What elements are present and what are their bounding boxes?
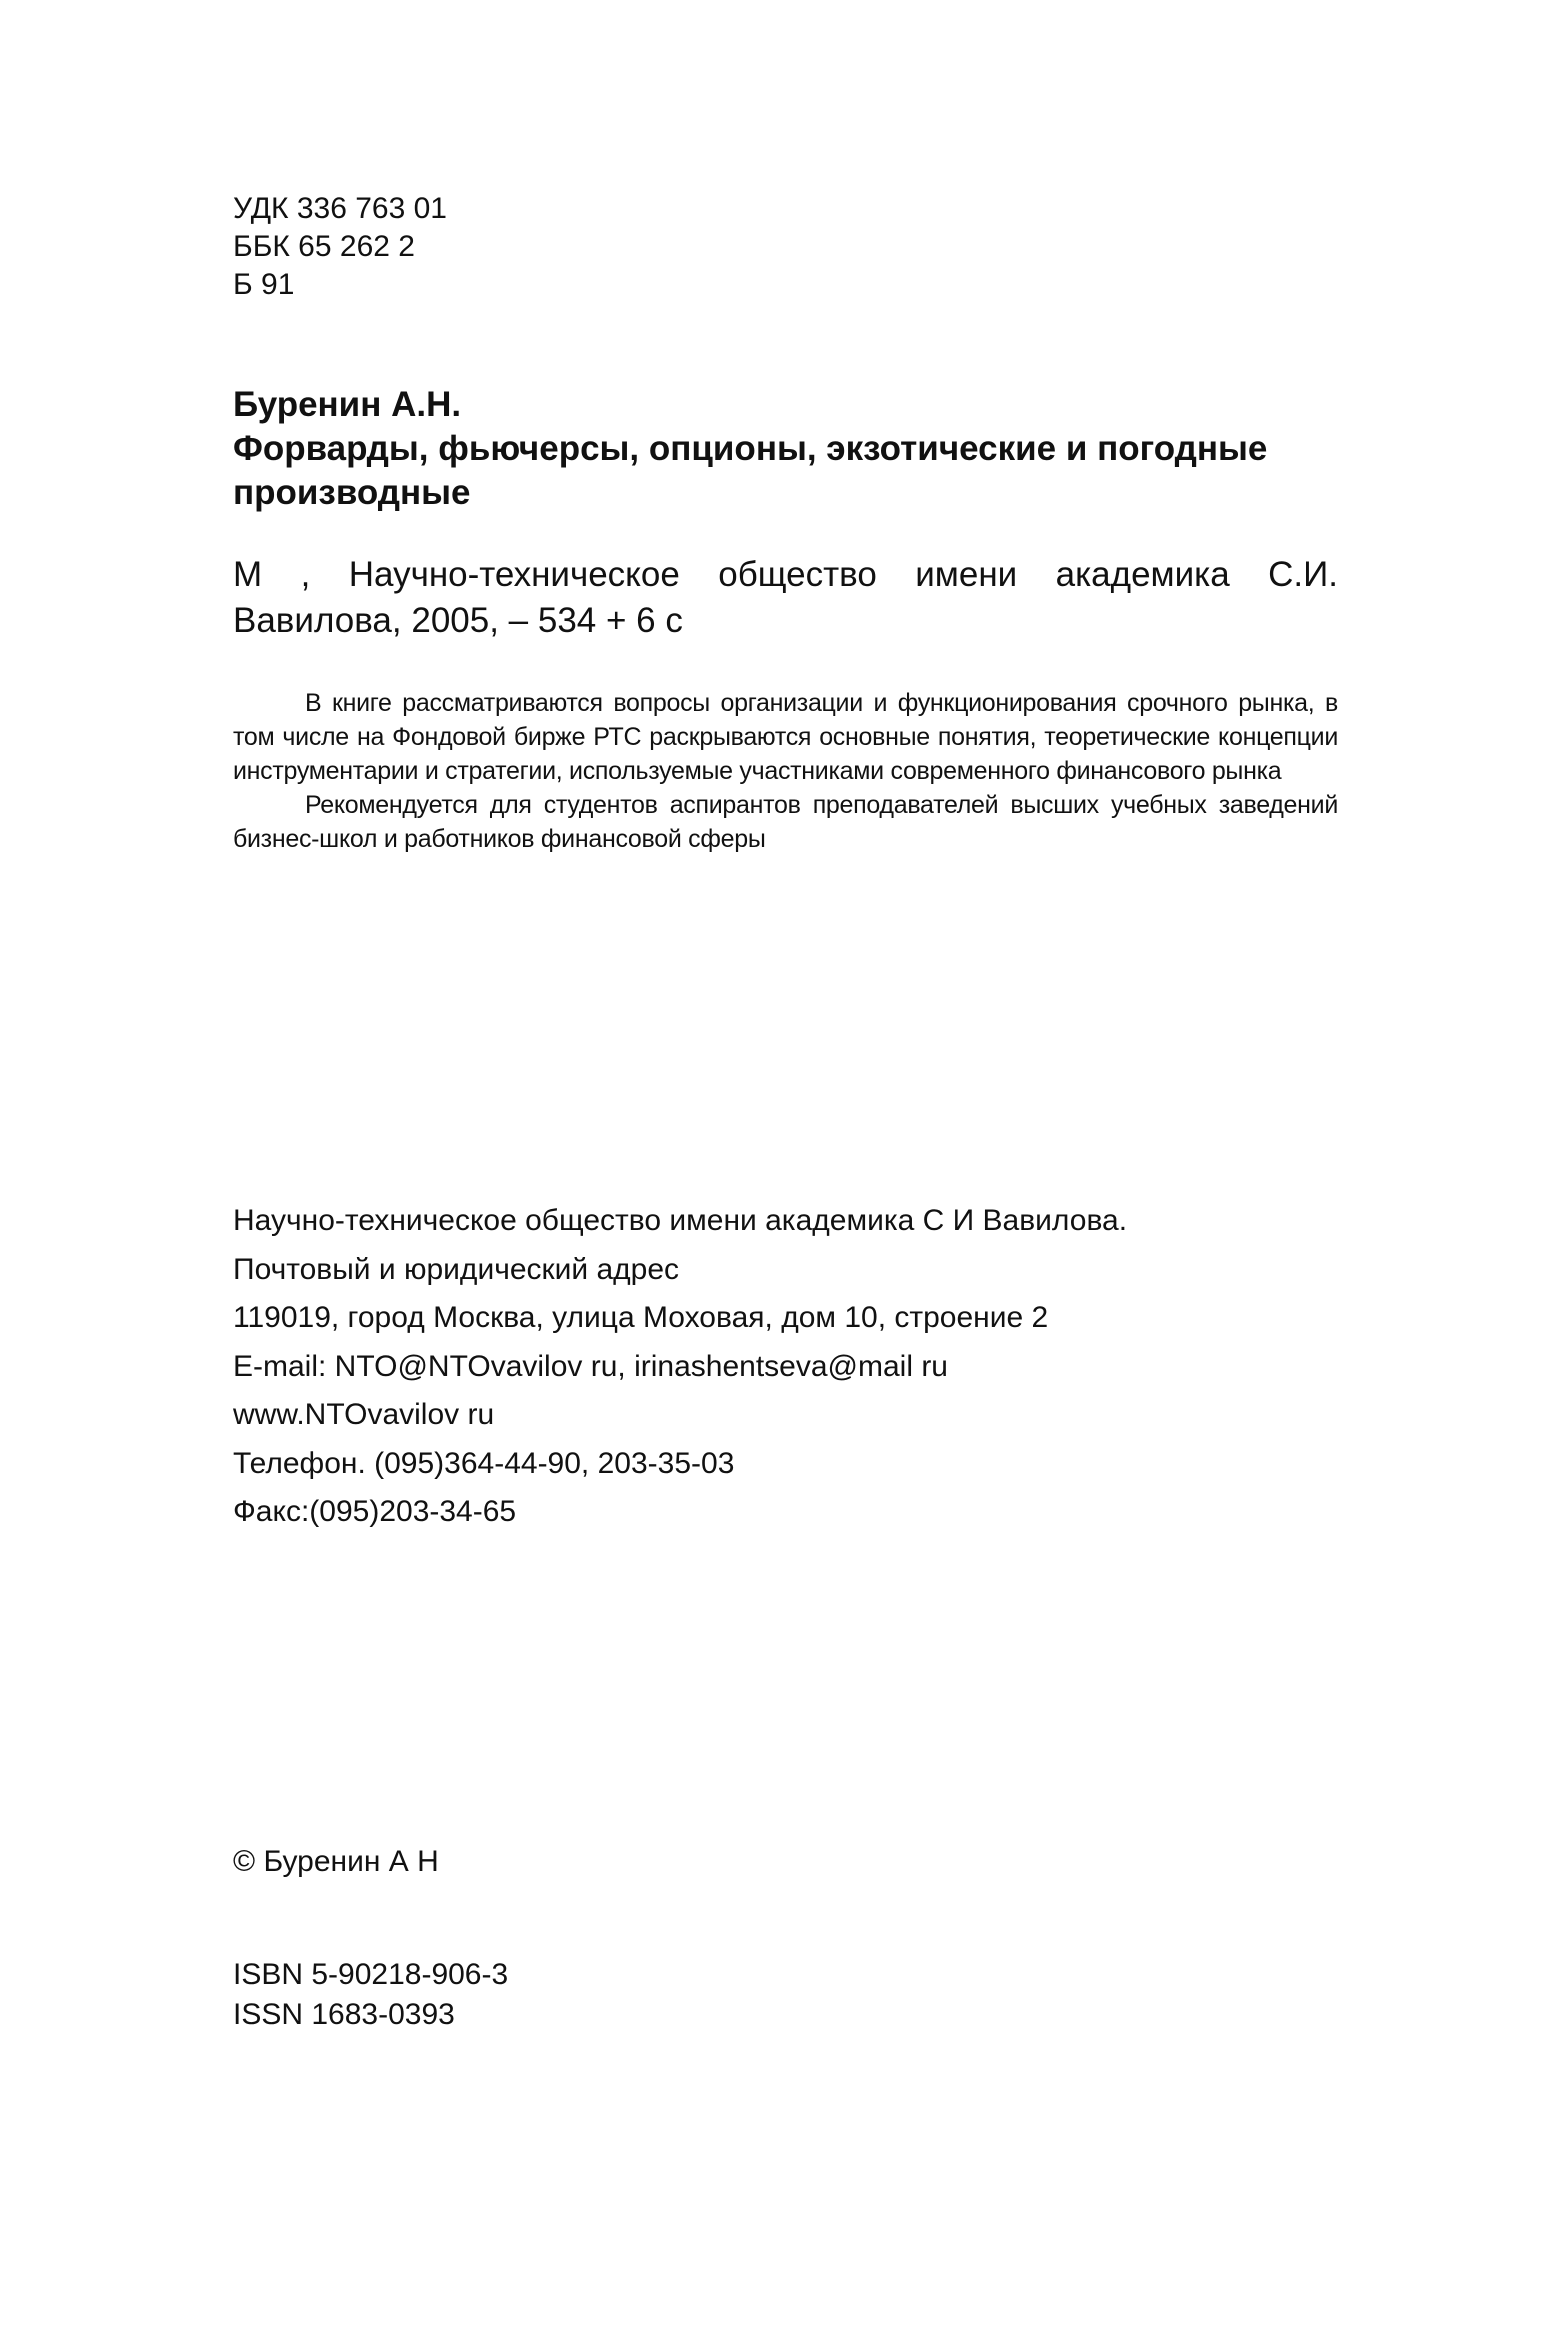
- issn-number: ISSN 1683-0393: [233, 1998, 455, 2031]
- book-annotation: [233, 686, 1338, 856]
- email-line: E-mail: NTO@NTOvavilov ru, irinashentseva@mail ru: [233, 1349, 948, 1383]
- classification-codes: [233, 190, 1338, 304]
- bbk-code: ББК 65 262 2: [233, 230, 415, 263]
- website-line: www.NTOvavilov ru: [233, 1398, 495, 1431]
- author-mark: Б 91: [233, 268, 295, 301]
- udk-code: УДК 336 763 01: [233, 192, 447, 225]
- address-label: Почтовый и юридический адрес: [233, 1252, 680, 1286]
- annotation-recommendation: Рекомендуется для студентов аспирантов преподавателей высших учебных заведений бизнес-школ и работников финансовой сферы: [233, 791, 1338, 853]
- phone-line: Телефон. (095)364-44-90, 203-35-03: [233, 1446, 735, 1480]
- publication-imprint: М , Научно-техническое общество имени академика С.И. Вавилова, 2005, – 534 + 6 с: [233, 555, 1338, 640]
- book-title: Форварды, фьючерсы, опционы, экзотические и погодные производные: [233, 429, 1268, 512]
- copyright-notice: © Буренин А Н: [233, 1845, 439, 1878]
- book-author: Буренин А.Н.: [233, 385, 462, 424]
- isbn-number: ISBN 5-90218-906-3: [233, 1958, 509, 1991]
- publisher-name: Научно-техническое общество имени академика С И Вавилова.: [233, 1204, 1128, 1237]
- fax-line: Факс:(095)203-34-65: [233, 1495, 517, 1528]
- annotation-paragraph: В книге рассматриваются вопросы организации и функционирования срочного рынка, в том числе на Фондовой бирже РТС раскрываются основные понятия, теоретические концепции инструментарии и стратегии, используемые участниками современного финансового рынка: [233, 689, 1338, 785]
- author-title-block: [233, 383, 1338, 515]
- postal-address: 119019, город Москва, улица Моховая, дом 10, строение 2: [233, 1301, 1049, 1334]
- publisher-info: [233, 1197, 1338, 1537]
- book-identifiers: [233, 1955, 1338, 2035]
